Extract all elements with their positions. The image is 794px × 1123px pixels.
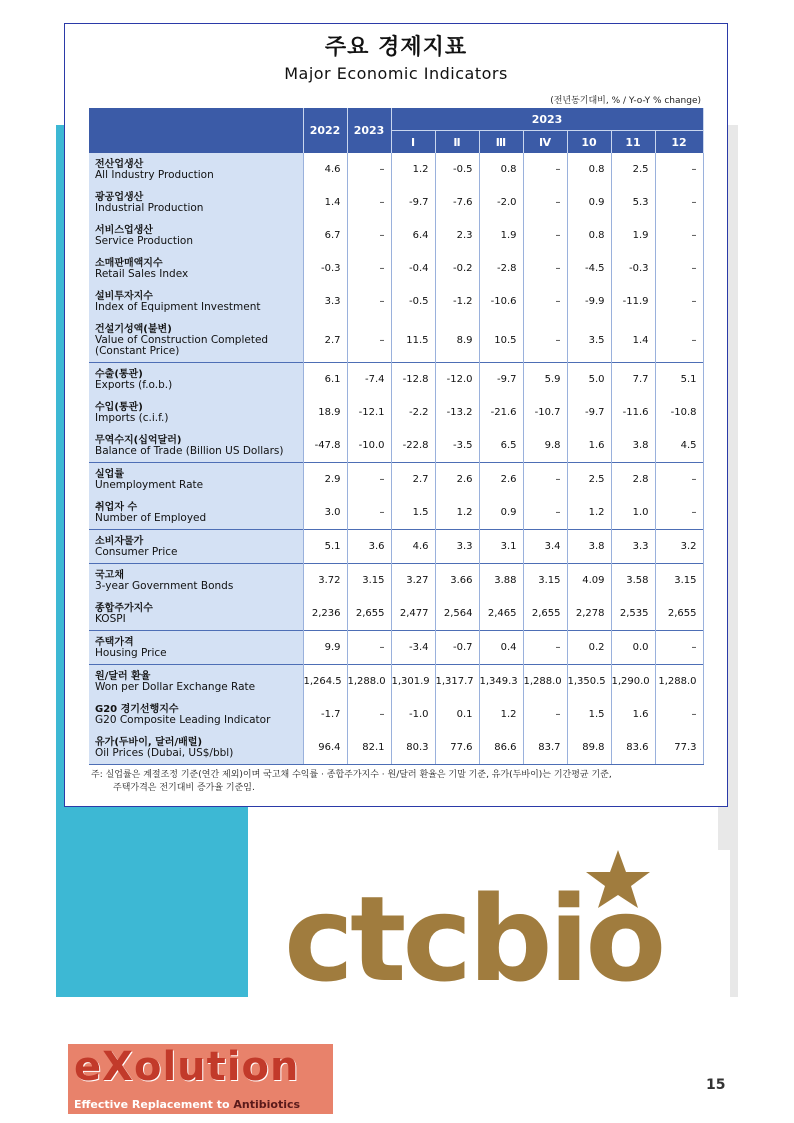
header-2022: 2022	[303, 108, 347, 153]
value-cell: 86.6	[479, 731, 523, 765]
indicator-name-en: Value of Construction Completed	[95, 333, 269, 346]
value-cell: –	[655, 463, 703, 497]
value-cell: –	[347, 252, 391, 285]
value-cell: 3.72	[303, 564, 347, 598]
indicator-name-en: G20 Composite Leading Indicator	[95, 713, 271, 726]
value-cell: -47.8	[303, 429, 347, 463]
indicator-name-ko: 국고채	[95, 569, 124, 581]
value-cell: 6.1	[303, 363, 347, 397]
value-cell: 1,317.7	[435, 665, 479, 699]
value-cell: 3.3	[303, 285, 347, 318]
value-cell: 1.4	[303, 186, 347, 219]
indicator-name-ko: 실업률	[95, 468, 124, 480]
indicator-label	[89, 363, 303, 397]
value-cell: 2.3	[435, 219, 479, 252]
exolution-subtitle	[74, 1098, 300, 1111]
indicator-label	[89, 318, 303, 363]
indicator-label	[89, 153, 303, 186]
value-cell: –	[347, 631, 391, 665]
economic-indicators-panel	[64, 23, 728, 807]
value-cell: 3.58	[611, 564, 655, 598]
value-cell: –	[523, 285, 567, 318]
indicator-name-en: Retail Sales Index	[95, 267, 189, 280]
value-cell: 1.2	[567, 496, 611, 530]
value-cell: 2.9	[303, 463, 347, 497]
value-cell: –	[655, 285, 703, 318]
value-cell: 8.9	[435, 318, 479, 363]
indicator-label	[89, 252, 303, 285]
indicators-table	[89, 108, 704, 765]
value-cell: 3.0	[303, 496, 347, 530]
indicator-name-ko: 유가(두바이, 달러/배럴)	[95, 736, 203, 748]
value-cell: 1.6	[567, 429, 611, 463]
value-cell: -3.4	[391, 631, 435, 665]
value-cell: -0.7	[435, 631, 479, 665]
value-cell: –	[347, 698, 391, 731]
value-cell: 9.8	[523, 429, 567, 463]
value-cell: 7.7	[611, 363, 655, 397]
header-period: 11	[611, 131, 655, 154]
value-cell: -1.7	[303, 698, 347, 731]
value-cell: 0.9	[479, 496, 523, 530]
value-cell: 5.9	[523, 363, 567, 397]
value-cell: 3.6	[347, 530, 391, 564]
value-cell: –	[523, 496, 567, 530]
indicator-label	[89, 530, 303, 564]
value-cell: 2,535	[611, 597, 655, 631]
value-cell: –	[523, 186, 567, 219]
title-english: Major Economic Indicators	[284, 64, 508, 83]
value-cell: –	[523, 631, 567, 665]
exolution-banner	[68, 1044, 333, 1114]
indicator-name-ko: 수입(통관)	[95, 401, 143, 413]
indicator-label	[89, 665, 303, 699]
indicator-name-en: Number of Employed	[95, 511, 207, 524]
value-cell: 3.5	[567, 318, 611, 363]
value-cell: 77.3	[655, 731, 703, 765]
indicator-label	[89, 429, 303, 463]
value-cell: 1,264.5	[303, 665, 347, 699]
indicator-label	[89, 698, 303, 731]
value-cell: 3.15	[655, 564, 703, 598]
value-cell: –	[347, 219, 391, 252]
value-cell: –	[347, 285, 391, 318]
value-cell: -7.4	[347, 363, 391, 397]
value-cell: -10.7	[523, 396, 567, 429]
indicator-name-ko: 종합주가지수	[95, 602, 153, 614]
value-cell: -9.7	[391, 186, 435, 219]
value-cell: -0.3	[611, 252, 655, 285]
indicator-name-en: Imports (c.i.f.)	[95, 411, 169, 424]
value-cell: 1.2	[479, 698, 523, 731]
header-period: Ⅰ	[391, 131, 435, 154]
value-cell: 1.9	[611, 219, 655, 252]
indicator-name-en: Balance of Trade (Billion US Dollars)	[95, 444, 284, 457]
value-cell: 3.8	[611, 429, 655, 463]
value-cell: 4.6	[303, 153, 347, 186]
table-row	[89, 731, 703, 765]
value-cell: -12.1	[347, 396, 391, 429]
ctcbio-logo-text: ctcbio	[284, 870, 663, 1008]
value-cell: -3.5	[435, 429, 479, 463]
value-cell: 6.7	[303, 219, 347, 252]
value-cell: 83.6	[611, 731, 655, 765]
header-2023-group: 2023	[391, 108, 703, 131]
value-cell: 3.2	[655, 530, 703, 564]
indicator-name-ko: 광공업생산	[95, 191, 144, 203]
value-cell: -0.2	[435, 252, 479, 285]
table-row	[89, 698, 703, 731]
indicator-label	[89, 597, 303, 631]
table-row	[89, 564, 703, 598]
indicator-name-ko: 주택가격	[95, 636, 134, 648]
value-cell: 2.6	[479, 463, 523, 497]
table-row	[89, 318, 703, 363]
header-period: Ⅲ	[479, 131, 523, 154]
value-cell: –	[655, 186, 703, 219]
indicator-name-en: Unemployment Rate	[95, 478, 204, 491]
value-cell: -12.0	[435, 363, 479, 397]
indicator-label	[89, 285, 303, 318]
value-cell: 2.6	[435, 463, 479, 497]
indicator-name-ko: 취업자 수	[95, 501, 138, 513]
value-cell: 77.6	[435, 731, 479, 765]
value-cell: 2,655	[523, 597, 567, 631]
value-cell: 6.4	[391, 219, 435, 252]
indicator-label	[89, 731, 303, 765]
value-cell: -10.0	[347, 429, 391, 463]
value-cell: –	[523, 153, 567, 186]
value-cell: 2,655	[347, 597, 391, 631]
value-cell: -2.0	[479, 186, 523, 219]
table-row	[89, 396, 703, 429]
value-cell: -9.7	[479, 363, 523, 397]
header-2023: 2023	[347, 108, 391, 153]
value-cell: 1,288.0	[347, 665, 391, 699]
value-cell: 82.1	[347, 731, 391, 765]
indicator-name-en: KOSPI	[95, 612, 126, 625]
page-number: 15	[706, 1077, 726, 1093]
value-cell: 0.0	[611, 631, 655, 665]
value-cell: -0.3	[303, 252, 347, 285]
value-cell: 3.3	[611, 530, 655, 564]
title-korean: 주요 경제지표	[324, 35, 468, 60]
value-cell: 1,288.0	[523, 665, 567, 699]
value-cell: –	[523, 698, 567, 731]
indicator-name-ko: 전산업생산	[95, 158, 144, 170]
value-cell: 2.5	[611, 153, 655, 186]
value-cell: 0.9	[567, 186, 611, 219]
value-cell: 2.7	[391, 463, 435, 497]
table-row	[89, 285, 703, 318]
value-cell: -1.2	[435, 285, 479, 318]
value-cell: -9.7	[567, 396, 611, 429]
table-row	[89, 631, 703, 665]
table-row	[89, 597, 703, 631]
table-row	[89, 530, 703, 564]
value-cell: –	[655, 496, 703, 530]
footnote-line-1: 주: 실업률은 계절조정 기준(연간 제외)이며 국고채 수익률 · 종합주가지수 · 원/달러 환율은 기말 기준, 유가(두바이)는 기간평균 기준,	[91, 770, 612, 780]
value-cell: 0.8	[567, 153, 611, 186]
value-cell: 1,349.3	[479, 665, 523, 699]
indicator-label	[89, 564, 303, 598]
value-cell: 2,236	[303, 597, 347, 631]
table-row	[89, 463, 703, 497]
value-cell: -13.2	[435, 396, 479, 429]
exolution-title: eXolution	[74, 1044, 300, 1090]
header-period: Ⅱ	[435, 131, 479, 154]
value-cell: 1,301.9	[391, 665, 435, 699]
value-cell: 1,350.5	[567, 665, 611, 699]
value-cell: 2,477	[391, 597, 435, 631]
indicator-label	[89, 631, 303, 665]
value-cell: 3.27	[391, 564, 435, 598]
value-cell: 1,290.0	[611, 665, 655, 699]
value-cell: 18.9	[303, 396, 347, 429]
indicator-name-ko: 서비스업생산	[95, 224, 153, 236]
value-cell: 1,288.0	[655, 665, 703, 699]
value-cell: 9.9	[303, 631, 347, 665]
value-cell: 83.7	[523, 731, 567, 765]
value-cell: 0.1	[435, 698, 479, 731]
footnote	[91, 769, 612, 795]
value-cell: 1.0	[611, 496, 655, 530]
indicator-name-ko: 설비투자지수	[95, 290, 153, 302]
value-cell: 10.5	[479, 318, 523, 363]
footnote-line-2: 주택가격은 전기대비 증가율 기준임.	[113, 783, 255, 793]
value-cell: 1.9	[479, 219, 523, 252]
value-cell: 2.5	[567, 463, 611, 497]
value-cell: 1.6	[611, 698, 655, 731]
table-row	[89, 363, 703, 397]
value-cell: –	[347, 153, 391, 186]
value-cell: -4.5	[567, 252, 611, 285]
header-indicator-blank	[89, 108, 303, 153]
indicator-name-en: Won per Dollar Exchange Rate	[95, 680, 256, 693]
table-row	[89, 429, 703, 463]
value-cell: –	[347, 318, 391, 363]
value-cell: 1.5	[391, 496, 435, 530]
value-cell: 5.1	[303, 530, 347, 564]
value-cell: 5.1	[655, 363, 703, 397]
indicator-label	[89, 396, 303, 429]
value-cell: 3.15	[523, 564, 567, 598]
indicator-name-en: 3-year Government Bonds	[95, 579, 234, 592]
value-cell: 2,278	[567, 597, 611, 631]
indicator-label	[89, 496, 303, 530]
value-cell: 2.7	[303, 318, 347, 363]
value-cell: –	[655, 631, 703, 665]
value-cell: 5.0	[567, 363, 611, 397]
indicator-name-en: Consumer Price	[95, 545, 178, 558]
value-cell: -0.4	[391, 252, 435, 285]
value-cell: -11.6	[611, 396, 655, 429]
value-cell: -9.9	[567, 285, 611, 318]
exolution-sub-prefix: Effective Replacement to	[74, 1098, 234, 1111]
value-cell: 0.8	[479, 153, 523, 186]
value-cell: 6.5	[479, 429, 523, 463]
indicator-label	[89, 463, 303, 497]
value-cell: 2,655	[655, 597, 703, 631]
value-cell: -12.8	[391, 363, 435, 397]
indicator-name-ko: 원/달러 환율	[95, 670, 151, 682]
indicator-name-ko: G20 경기선행지수	[95, 703, 179, 715]
value-cell: –	[347, 463, 391, 497]
value-cell: –	[655, 252, 703, 285]
value-cell: 5.3	[611, 186, 655, 219]
value-cell: –	[523, 318, 567, 363]
header-period: Ⅳ	[523, 131, 567, 154]
indicator-name-en: Exports (f.o.b.)	[95, 378, 173, 391]
table-row	[89, 665, 703, 699]
value-cell: –	[655, 153, 703, 186]
value-cell: 2,465	[479, 597, 523, 631]
value-cell: 4.09	[567, 564, 611, 598]
value-cell: –	[655, 219, 703, 252]
value-cell: –	[523, 252, 567, 285]
value-cell: 2.8	[611, 463, 655, 497]
indicator-name-en: Oil Prices (Dubai, US$/bbl)	[95, 746, 234, 759]
value-cell: -0.5	[435, 153, 479, 186]
exolution-sub-highlight: Antibiotics	[233, 1098, 301, 1111]
value-cell: 3.3	[435, 530, 479, 564]
value-cell: 3.88	[479, 564, 523, 598]
table-row	[89, 186, 703, 219]
value-cell: -2.8	[479, 252, 523, 285]
indicator-name-ko: 소비자물가	[95, 535, 144, 547]
value-cell: 0.2	[567, 631, 611, 665]
indicator-name-ko: 소매판매액지수	[95, 257, 163, 269]
header-period: 12	[655, 131, 703, 154]
indicator-name-ko: 무역수지(십억달러)	[95, 434, 182, 446]
value-cell: 3.8	[567, 530, 611, 564]
table-row	[89, 153, 703, 186]
value-cell: –	[347, 496, 391, 530]
unit-note: (전년동기대비, % / Y-o-Y % change)	[550, 96, 701, 106]
indicator-name-ko: 건설기성액(불변)	[95, 323, 172, 335]
value-cell: -2.2	[391, 396, 435, 429]
header-period: 10	[567, 131, 611, 154]
indicator-name-en: Housing Price	[95, 646, 167, 659]
value-cell: 89.8	[567, 731, 611, 765]
value-cell: -7.6	[435, 186, 479, 219]
indicator-label	[89, 219, 303, 252]
value-cell: -0.5	[391, 285, 435, 318]
value-cell: -10.8	[655, 396, 703, 429]
value-cell: 3.66	[435, 564, 479, 598]
indicator-name-en: Service Production	[95, 234, 194, 247]
table-row	[89, 219, 703, 252]
indicator-name-en: Index of Equipment Investment	[95, 300, 261, 313]
value-cell: 96.4	[303, 731, 347, 765]
value-cell: 1.5	[567, 698, 611, 731]
indicator-name-en: Industrial Production	[95, 201, 204, 214]
indicator-name-ko: 수출(통관)	[95, 368, 143, 380]
value-cell: -10.6	[479, 285, 523, 318]
value-cell: 0.8	[567, 219, 611, 252]
value-cell: -1.0	[391, 698, 435, 731]
value-cell: –	[523, 463, 567, 497]
indicator-name-en: All Industry Production	[95, 168, 214, 181]
value-cell: –	[523, 219, 567, 252]
value-cell: 11.5	[391, 318, 435, 363]
value-cell: 1.2	[391, 153, 435, 186]
value-cell: 4.5	[655, 429, 703, 463]
value-cell: –	[347, 186, 391, 219]
value-cell: 4.6	[391, 530, 435, 564]
indicator-name-en: (Constant Price)	[95, 344, 180, 357]
value-cell: 1.2	[435, 496, 479, 530]
value-cell: -21.6	[479, 396, 523, 429]
value-cell: 0.4	[479, 631, 523, 665]
value-cell: -22.8	[391, 429, 435, 463]
value-cell: 80.3	[391, 731, 435, 765]
value-cell: 2,564	[435, 597, 479, 631]
value-cell: –	[655, 318, 703, 363]
table-row	[89, 252, 703, 285]
value-cell: 3.15	[347, 564, 391, 598]
value-cell: 3.4	[523, 530, 567, 564]
value-cell: –	[655, 698, 703, 731]
value-cell: 1.4	[611, 318, 655, 363]
table-row	[89, 496, 703, 530]
value-cell: 3.1	[479, 530, 523, 564]
value-cell: -11.9	[611, 285, 655, 318]
indicator-label	[89, 186, 303, 219]
